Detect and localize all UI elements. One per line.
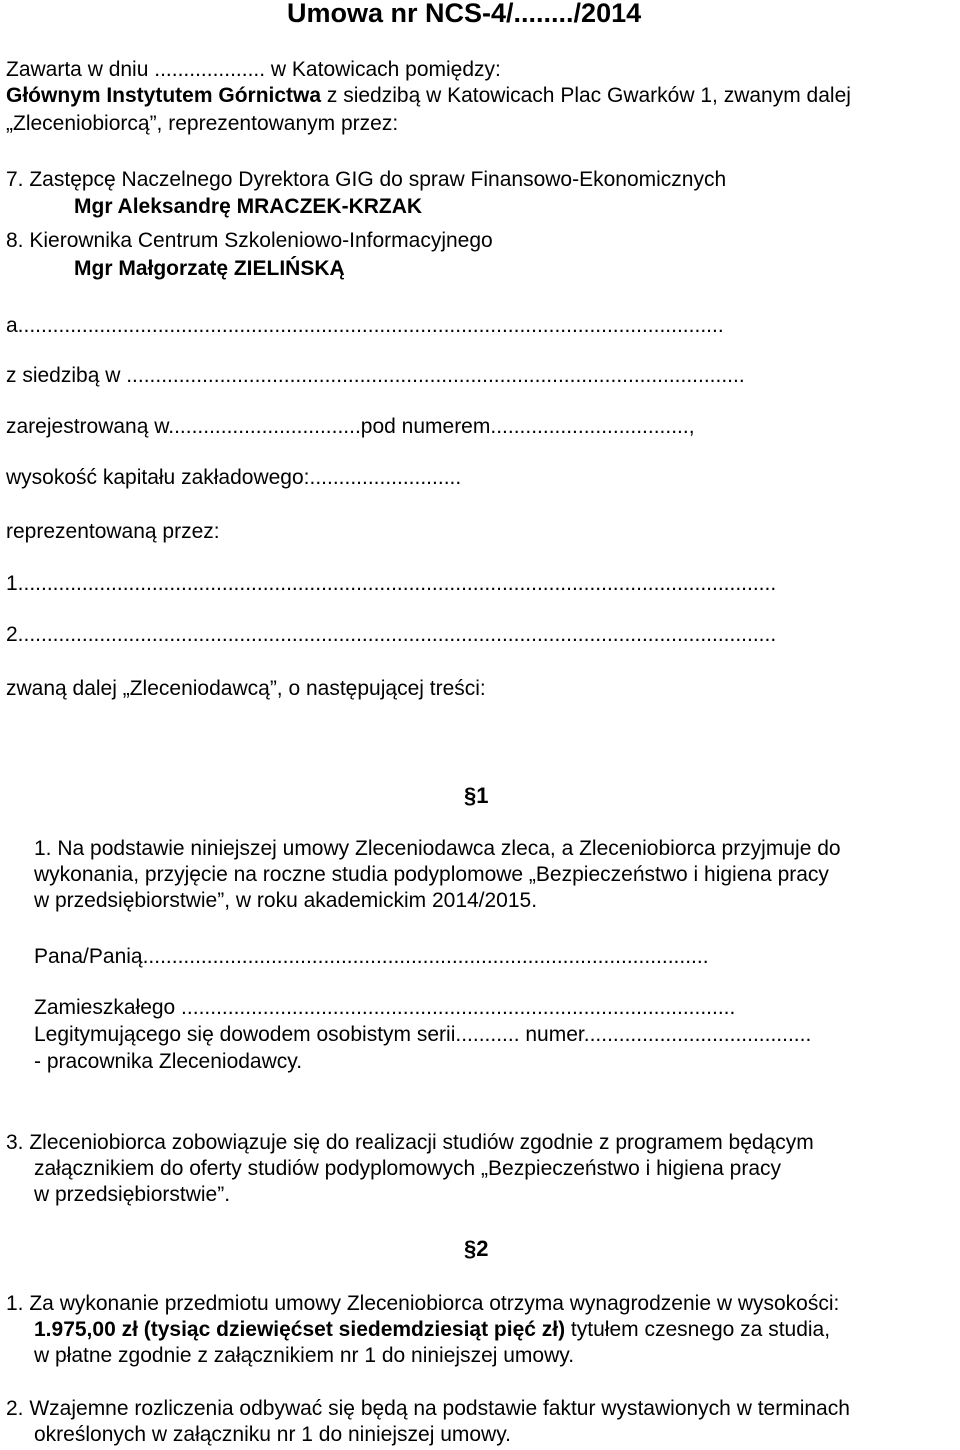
section-1-person-line: Pana/Panią................................................................................................. — [34, 945, 709, 968]
representative-1-name: Mgr Aleksandrę MRACZEK-KRZAK — [74, 195, 423, 218]
section-1-p3-line-2: załącznikiem do oferty studiów podyplomowych „Bezpieczeństwo i higiena pracy — [34, 1157, 782, 1180]
section-2-mark: §2 — [464, 1236, 489, 1261]
contract-title: Umowa nr NCS-4/......../2014 — [287, 0, 642, 28]
representative-1-role: 7. Zastępcę Naczelnego Dyrektora GIG do spraw Finansowo-Ekonomicznych — [6, 168, 727, 191]
client-seat-line: z siedzibą w .......................................................................................................... — [6, 364, 745, 387]
institute-name: Głównym Instytutem Górnictwa — [6, 84, 322, 107]
client-rep-1: 1.................................................................................................................................. — [6, 572, 777, 595]
section-1-p1-line-1-text: 1. Na podstawie niniejszej umowy Zleceniodawca zleca, a Zleceniobiorca przyjmuje do — [34, 837, 841, 860]
client-rep-2: 2.................................................................................................................................. — [6, 623, 777, 646]
intro-line-2 — [6, 83, 851, 109]
section-1-p3-line-3: w przedsiębiorstwie”. — [34, 1183, 231, 1206]
representative-2-role: 8. Kierownika Centrum Szkoleniowo-Informacyjnego — [6, 229, 493, 252]
section-1-id-line: Legitymującego się dowodem osobistym serii........... numer....................................... — [34, 1023, 812, 1046]
fee-rest: tytułem czesnego za studia, — [565, 1318, 831, 1341]
representative-2-name: Mgr Małgorzatę ZIELIŃSKĄ — [74, 257, 345, 280]
section-1-p3-line-1: 3. Zleceniobiorca zobowiązuje się do realizacji studiów zgodnie z programem będącym — [6, 1131, 814, 1154]
client-called-line: zwaną dalej „Zleceniodawcą”, o następującej treści: — [6, 677, 486, 700]
client-capital-line: wysokość kapitału zakładowego:.......................... — [6, 466, 462, 489]
section-2-p1-line-2 — [34, 1317, 830, 1343]
fee-amount: 1.975,00 zł (tysiąc dziewięćset siedemdziesiąt pięć zł) — [34, 1318, 566, 1341]
section-1-mark: §1 — [464, 783, 489, 808]
section-1-p1-line-2: wykonania, przyjęcie na roczne studia podyplomowe „Bezpieczeństwo i higiena pracy — [34, 863, 829, 886]
section-1-p1-line-1 — [34, 836, 958, 862]
section-1-p1-line-3: w przedsiębiorstwie”, w roku akademickim 2014/2015. — [34, 889, 538, 912]
intro-line-3: „Zleceniobiorcą”, reprezentowanym przez: — [6, 112, 399, 135]
client-registered-line: zarejestrowaną w.................................pod numerem.................................., — [6, 415, 695, 438]
institute-rest: z siedzibą w Katowicach Plac Gwarków 1, zwanym dalej — [321, 84, 851, 107]
section-2-p1-line-3: w płatne zgodnie z załącznikiem nr 1 do niniejszej umowy. — [34, 1344, 575, 1367]
section-2-p2-line-1: 2. Wzajemne rozliczenia odbywać się będą na podstawie faktur wystawionych w terminach — [6, 1397, 850, 1420]
section-1-employee-line: - pracownika Zleceniodawcy. — [34, 1050, 303, 1073]
client-represented-label: reprezentowaną przez: — [6, 520, 220, 543]
intro-line-1: Zawarta w dniu ................... w Katowicach pomiędzy: — [6, 58, 501, 81]
section-2-p2-line-2: określonych w załączniku nr 1 do niniejszej umowy. — [34, 1423, 511, 1446]
client-a-line: a......................................................................................................................... — [6, 314, 724, 337]
section-1-residing-line: Zamieszkałego ............................................................................................... — [34, 996, 736, 1019]
section-2-p1-line-1: 1. Za wykonanie przedmiotu umowy Zleceniobiorca otrzyma wynagrodzenie w wysokości: — [6, 1292, 840, 1315]
